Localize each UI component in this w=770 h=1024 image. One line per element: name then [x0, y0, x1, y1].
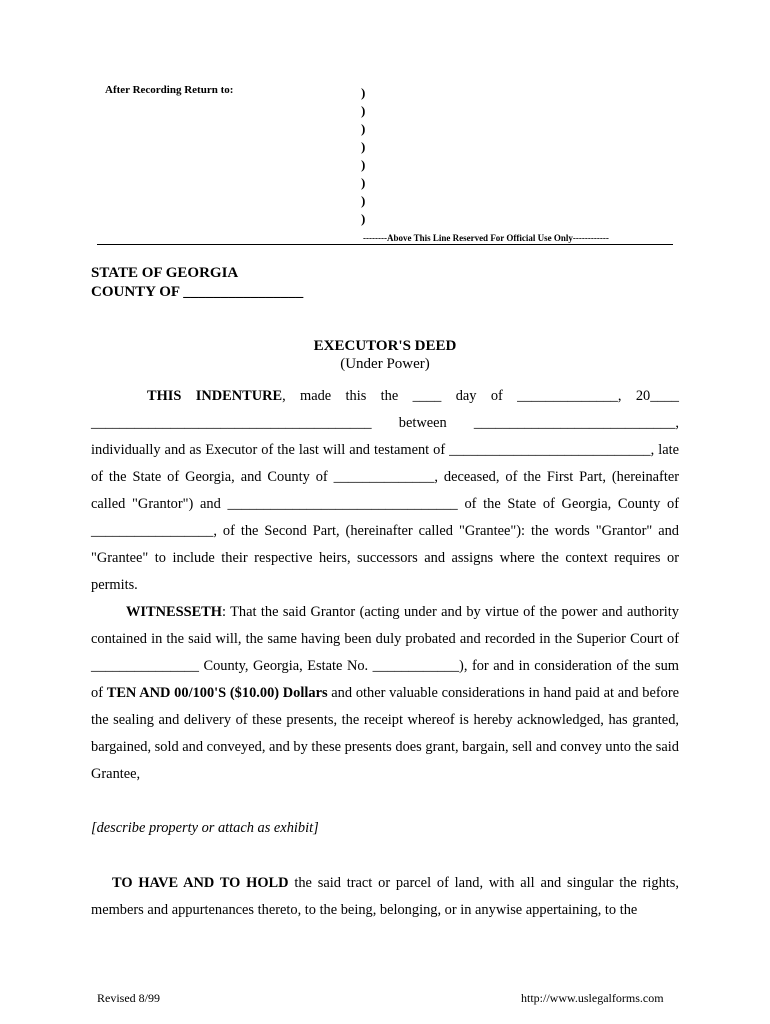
official-use-divider [97, 244, 673, 245]
witnesseth-label: WITNESSETH [126, 604, 222, 620]
paren: ) [361, 85, 366, 100]
habendum-label: TO HAVE AND TO HOLD [112, 875, 289, 891]
consideration-amount: TEN AND 00/100'S ($10.00) Dollars [106, 685, 328, 701]
habendum-text: the said tract or parcel of land, with all and singular the rights, members and appurtenances thereto, to the being, belonging, or in anywise appertaining, to the [91, 875, 679, 918]
property-description-note: [describe property or attach as exhibit] [91, 820, 319, 836]
witnesseth-text-b: and other valuable considerations in hand paid at and before the sealing and delivery of these presents, the receipt whereof is hereby acknowledged, has granted, bargained, sold and conveyed, and by these presents does grant, bargain, sell and convey unto the said Grantee, [91, 685, 679, 782]
paren: ) [361, 103, 366, 118]
paren: ) [361, 157, 366, 172]
indenture-paragraph [91, 383, 679, 599]
witnesseth-text-a: : That the said Grantor (acting under and by virtue of the power and authority contained in the said will, the same having been duly probated and recorded in the Superior Court of _______________ County, Georgia, Estate No. ____________), for and in consideration of the sum of [91, 604, 679, 701]
source-url: http://www.uslegalforms.com [521, 991, 664, 1005]
paren: ) [361, 193, 366, 208]
paren: ) [361, 121, 366, 136]
paren: ) [361, 175, 366, 190]
habendum-paragraph [91, 870, 679, 924]
paren: ) [361, 139, 366, 154]
deed-subtitle: (Under Power) [340, 356, 430, 372]
return-label: After Recording Return to: [105, 84, 234, 96]
reserved-line-label: --------Above This Line Reserved For Official Use Only------------ [363, 233, 609, 243]
indenture-text: , made this the ____ day of ______________, 20____ _______________________________________ between ____________________________, individually and as Executor of the last will and testament of ____________________________, late of the State of Georgia, and County of ______________, deceased, of the First Part, (hereinafter called "Grantor") and ________________________________ of the State of Georgia, County of _________________, of the Second Part, (hereinafter called "Grantee"): the words "Grantor" and "Grantee" to include their respective heirs, successors and assigns where the context requires or permits. [91, 388, 679, 593]
revision-date: Revised 8/99 [97, 991, 160, 1005]
indenture-label: THIS INDENTURE [147, 388, 283, 404]
deed-title: EXECUTOR'S DEED [313, 338, 457, 354]
state-heading: STATE OF GEORGIA [91, 265, 239, 281]
county-heading: COUNTY OF ________________ [91, 284, 304, 300]
paren: ) [361, 211, 366, 226]
witnesseth-paragraph [91, 599, 679, 788]
recording-parens [361, 84, 365, 228]
